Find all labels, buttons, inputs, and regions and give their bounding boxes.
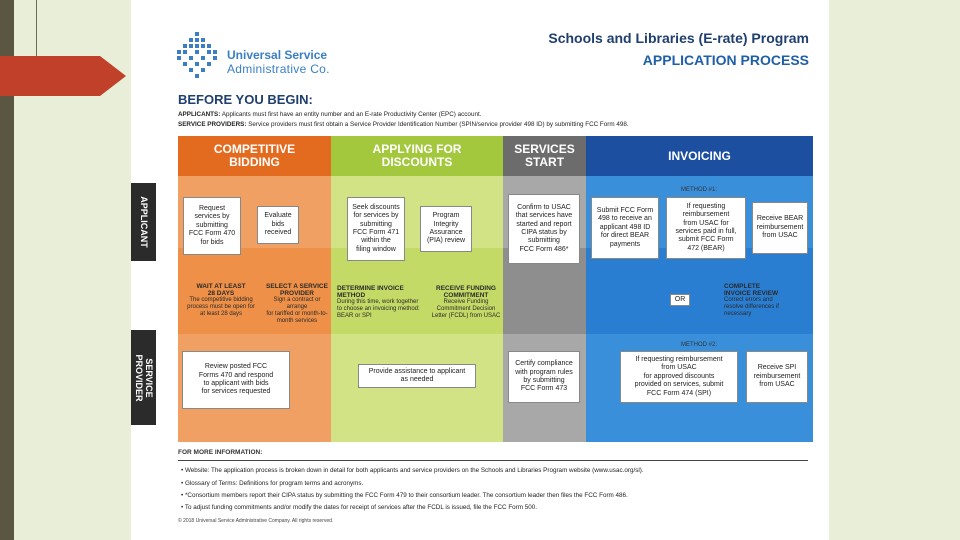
header-discounts: APPLYING FOR DISCOUNTS [331, 136, 503, 176]
box-submit-498: Submit FCC Form 498 to receive an applicant 498 ID for direct BEAR payments [591, 197, 659, 259]
infographic-document [131, 0, 829, 540]
program-title: Schools and Libraries (E-rate) Program [548, 30, 809, 46]
usac-logo-icon [177, 32, 221, 84]
box-bear-request: If requesting reimbursement from USAC for services paid in full, submit FCC Form 472 (BEAR) [666, 197, 746, 259]
box-request-services: Request services by submitting FCC Form 470 for bids [183, 197, 241, 255]
copyright: © 2018 Universal Service Administrative Company. All rights reserved. [178, 518, 334, 524]
step-complete-review: COMPLETE INVOICE REVIEW Correct errors and resolve differences if necessary [724, 283, 779, 317]
step-receive-funding: RECEIVE FUNDING COMMITMENT Receive Funding Commitment Decision Letter (FCDL) from USAC [431, 285, 501, 319]
footer-item-consortium: • *Consortium members report their CIPA status by submitting the FCC Form 479 to their consortium leader. The consortium leader then files the FCC Form 486. [181, 492, 628, 499]
footer-item-adjust: • To adjust funding commitments and/or modify the dates for receipt of services after the FCDL is issued, file the FCC Form 500. [181, 504, 538, 511]
box-bear-receive: Receive BEAR reimbursement from USAC [752, 202, 808, 254]
box-confirm-486: Confirm to USAC that services have started and report CIPA status by submitting FCC Form 486* [508, 194, 580, 264]
provider-row-label: SERVICE PROVIDER [131, 330, 156, 425]
footer-heading: FOR MORE INFORMATION: [178, 449, 263, 456]
before-heading: BEFORE YOU BEGIN: [178, 92, 313, 107]
header-services: SERVICES START [503, 136, 586, 176]
footer-divider [178, 460, 808, 461]
logo-line1: Universal Service [227, 48, 328, 62]
label-method-1: METHOD #1: [681, 187, 718, 193]
box-seek-discounts: Seek discounts for services by submitting FCC Form 471 within the filing window [347, 197, 405, 261]
decor-arrow [0, 56, 126, 96]
column-invoicing [586, 136, 813, 442]
header-invoicing: INVOICING [586, 136, 813, 176]
box-evaluate-bids: Evaluate bids received [257, 206, 299, 244]
box-provide-assistance: Provide assistance to applicant as needed [358, 364, 476, 388]
box-spi-request: If requesting reimbursement from USAC for approved discounts provided on services, submit FCC Form 474 (SPI) [620, 351, 738, 403]
label-method-2: METHOD #2: [681, 342, 718, 348]
footer-item-glossary: • Glossary of Terms: Definitions for program terms and acronyms. [181, 480, 364, 487]
step-select-provider: SELECT A SERVICE PROVIDER Sign a contract or arrange for tariffed or month-to- month services [266, 283, 328, 324]
before-applicants: APPLICANTS: Applicants must first have an entity number and an E-rate Productivity Center (EPC) account. [178, 111, 482, 118]
step-determine-invoice: DETERMINE INVOICE METHOD During this time, work together to choose an invoicing method: BEAR or SPI [337, 285, 420, 319]
process-title: APPLICATION PROCESS [642, 52, 809, 68]
step-wait-28-days: WAIT AT LEAST 28 DAYS The competitive bidding process must be open for at least 28 days [187, 283, 255, 317]
box-pia-review: Program Integrity Assurance (PIA) review [420, 206, 472, 252]
before-providers: SERVICE PROVIDERS: Service providers must first obtain a Service Provider Identification Number (SPIN/service provider 498 ID) by submitting FCC Form 498. [178, 121, 629, 128]
column-bidding [178, 136, 331, 442]
box-spi-receive: Receive SPI reimbursement from USAC [746, 351, 808, 403]
column-services [503, 136, 586, 442]
footer-item-website: • Website: The application process is broken down in detail for both applicants and service providers on the Schools and Libraries Program website (www.usac.org/sl). [181, 467, 644, 474]
box-certify-473: Certify compliance with program rules by submitting FCC Form 473 [508, 351, 580, 403]
box-review-470: Review posted FCC Forms 470 and respond to applicant with bids for services requested [182, 351, 290, 409]
column-discounts [331, 136, 503, 442]
label-or: OR [670, 294, 690, 306]
applicant-row-label: APPLICANT [131, 183, 156, 261]
logo-line2: Administrative Co. [227, 62, 330, 76]
header-bidding: COMPETITIVE BIDDING [178, 136, 331, 176]
